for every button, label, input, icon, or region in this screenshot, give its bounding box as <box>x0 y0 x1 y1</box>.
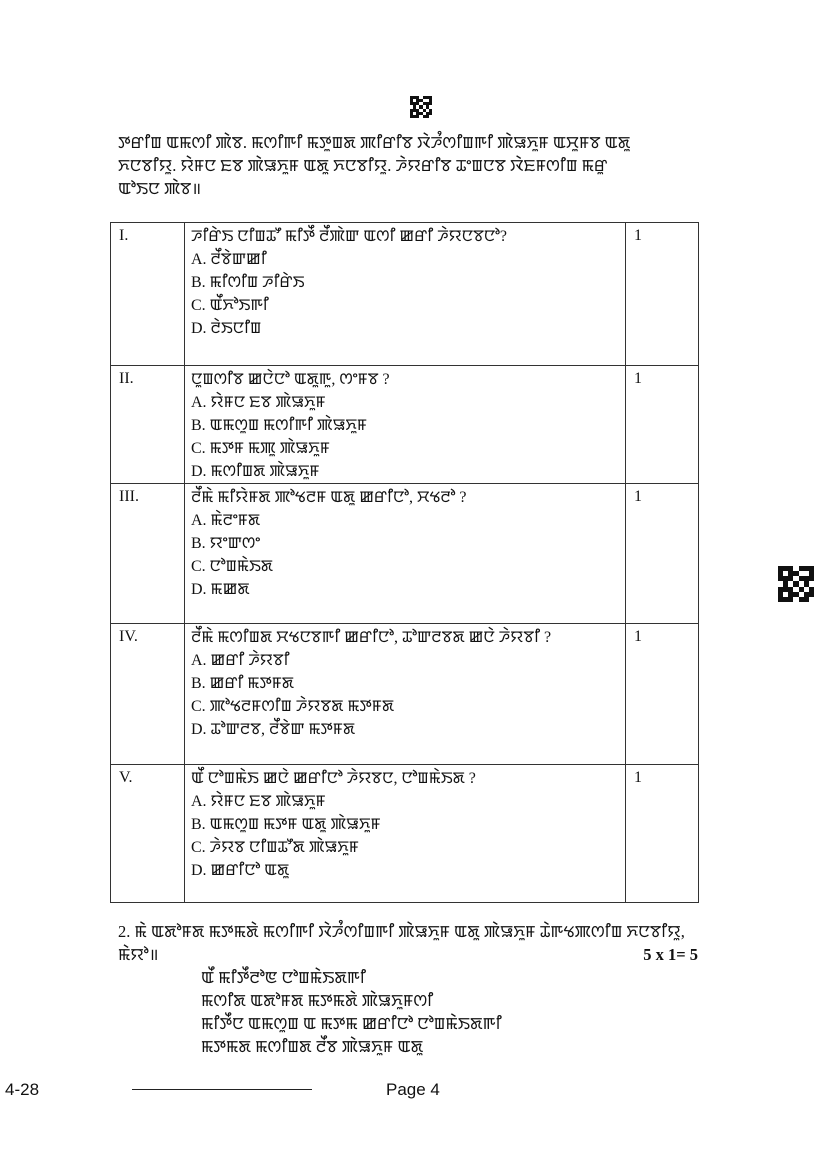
question-number: I. <box>111 223 185 366</box>
question-row <box>111 484 699 624</box>
question-body <box>185 624 626 765</box>
page-number: Page 4 <box>386 1080 440 1099</box>
option-d: D. ꯂꯥꯏꯅꯤꯡ <box>191 320 262 337</box>
option-a: A. ꯂꯩꯕꯥꯛꯀꯤ <box>191 251 267 268</box>
option-c: C. ꯍꯥꯌꯕ ꯅꯤꯡꯊꯧꯗ ꯄꯥꯎꯈꯨꯝ <box>191 839 359 856</box>
poem-line: ꯃꯁꯤꯗ ꯑꯗꯣꯝꯗ ꯃꯇꯃꯗꯥ ꯄꯥꯎꯈꯨꯝꯁꯤ <box>201 991 434 1010</box>
option-a: A. ꯌꯥꯝꯅ ꯐꯕ ꯄꯥꯎꯈꯨꯝ <box>191 793 326 810</box>
question-row <box>111 223 699 366</box>
question-number: III. <box>111 484 185 624</box>
qr-code-side <box>778 566 814 602</box>
question-marks: 1 <box>626 624 699 765</box>
option-c: C. ꯃꯇꯝ ꯃꯄꯨ ꯄꯥꯎꯈꯨꯝ <box>191 440 330 457</box>
question-row <box>111 624 699 765</box>
question-body <box>185 484 626 624</box>
question-body <box>185 765 626 903</box>
poem-line: ꯃꯇꯃꯗ ꯃꯁꯤꯡꯗ ꯂꯩꯕ ꯄꯥꯎꯈꯨꯝ ꯑꯗꯨ <box>201 1037 424 1056</box>
question-table <box>110 222 699 903</box>
question-marks: 1 <box>626 765 699 903</box>
instruction-text <box>118 131 698 200</box>
qr-module <box>809 597 814 602</box>
question-body <box>185 223 626 366</box>
option-b: B. ꯀꯔꯤ ꯃꯇꯝꯗ <box>191 675 294 692</box>
page-code: 4-28 <box>5 1080 40 1099</box>
question-text: ꯍꯤꯔꯥꯏ ꯅꯤꯡꯊꯧ ꯃꯤꯇꯩ ꯂꯩꯄꯥꯛ ꯑꯁꯤ ꯀꯔꯤ ꯍꯥꯌꯅꯕꯅꯣ? <box>191 228 507 245</box>
option-a: A. ꯃꯥꯂꯦꯝꯗ <box>191 512 261 529</box>
qr-code-top <box>410 96 432 118</box>
question-2 <box>118 920 698 966</box>
instruction-line-2: ꯈꯅꯕꯤꯌꯨ. ꯌꯥꯝꯅ ꯐꯕ ꯄꯥꯎꯈꯨꯝ ꯑꯗꯨ ꯈꯅꯕꯤꯌꯨ. ꯍꯥꯌꯔꯤꯕ ꯊꯦꯡꯅꯕ ꯋꯥꯐꯝꯁꯤꯡ ꯃꯔꯨ <box>118 156 608 175</box>
question-row <box>111 765 699 903</box>
poem-line: ꯃꯤꯇꯩꯅ ꯑꯃꯁꯨꯡ ꯑ ꯃꯇꯃ ꯀꯔꯤꯅꯣ ꯅꯣꯡꯃꯥꯏꯗꯒꯤ <box>201 1014 502 1033</box>
option-d: D. ꯃꯁꯤꯡꯗ ꯄꯥꯎꯈꯨꯝ <box>191 463 320 480</box>
option-c: C. ꯄꯣꯠꯂꯝꯁꯤꯡ ꯍꯥꯌꯕꯗ ꯃꯇꯝꯗ <box>191 698 395 715</box>
poem-excerpt <box>201 966 502 1058</box>
option-c: C. ꯅꯣꯡꯃꯥꯏꯗ <box>191 558 273 575</box>
option-c: C. ꯑꯩꯈꯣꯏꯒꯤ <box>191 297 269 314</box>
instruction-line-1: ꯇꯔꯤꯡ ꯑꯃꯁꯤ ꯄꯥꯕ. ꯃꯁꯤꯒꯤ ꯃꯇꯨꯡꯗ ꯄꯤꯔꯤꯕ ꯋꯥꯍꯪꯁꯤꯡꯒꯤ ꯄꯥꯎꯈꯨꯝ ꯑꯆꯨꯝꯕ ꯑꯗꯨ <box>118 133 631 152</box>
poem-line: ꯑꯩ ꯃꯤꯇꯩꯂꯣꯟ ꯅꯣꯡꯃꯥꯏꯗꯒꯤ <box>201 968 366 987</box>
question-text: ꯂꯩꯃꯥ ꯃꯤꯌꯥꯝꯗ ꯄꯣꯠꯂꯝ ꯑꯗꯨ ꯀꯔꯤꯅꯣ, ꯆꯠꯂꯣ ? <box>191 489 467 506</box>
question-text: ꯅꯨꯡꯁꯤꯕ ꯀꯅꯥꯅꯣ ꯑꯗꯨꯒꯨ, ꯁꯦꯝꯕ ? <box>191 371 390 388</box>
option-b: B. ꯌꯦꯛꯁꯦ <box>191 535 261 552</box>
question-number: IV. <box>111 624 185 765</box>
question-text: ꯑꯩ ꯅꯣꯡꯃꯥꯏ ꯀꯅꯥ ꯀꯔꯤꯅꯣ ꯍꯥꯌꯕꯅ, ꯅꯣꯡꯃꯥꯏꯗ ? <box>191 770 476 787</box>
question-row <box>111 366 699 484</box>
option-a: A. ꯀꯔꯤ ꯍꯥꯌꯕꯤ <box>191 652 290 669</box>
question-body <box>185 366 626 484</box>
instruction-line-3: ꯑꯣꯏꯅ ꯄꯥꯕ॥ <box>118 179 202 198</box>
option-d: D. ꯊꯣꯛꯂꯕ, ꯂꯩꯕꯥꯛ ꯃꯇꯝꯗ <box>191 721 356 738</box>
option-b: B. ꯑꯃꯁꯨꯡ ꯃꯁꯤꯒꯤ ꯄꯥꯎꯈꯨꯝ <box>191 417 367 434</box>
question-2-text: 2. ꯃꯥ ꯑꯗꯣꯝꯗ ꯃꯇꯃꯗꯥ ꯃꯁꯤꯒꯤ ꯋꯥꯍꯪꯁꯤꯡꯒꯤ ꯄꯥꯎꯈꯨꯝ ꯑꯗꯨ ꯄꯥꯎꯈꯨꯝ ꯊꯥꯒꯠꯄꯁꯤꯡ ꯈꯅꯕꯤꯌꯨ, <box>118 922 685 941</box>
option-b: B. ꯑꯃꯁꯨꯡ ꯃꯇꯝ ꯑꯗꯨ ꯄꯥꯎꯈꯨꯝ <box>191 816 381 833</box>
option-b: B. ꯃꯤꯁꯤꯡ ꯍꯤꯔꯥꯏ <box>191 274 305 291</box>
question-marks: 1 <box>626 366 699 484</box>
question-marks: 1 <box>626 484 699 624</box>
footer-rule <box>132 1089 312 1090</box>
option-d: D. ꯃꯀꯗ <box>191 581 250 598</box>
question-number: V. <box>111 765 185 903</box>
question-2-text-cont: ꯃꯥꯌꯣ॥ <box>118 945 159 964</box>
question-text: ꯂꯩꯃꯥ ꯃꯁꯤꯡꯗ ꯆꯠꯅꯕꯒꯤ ꯀꯔꯤꯅꯣ, ꯊꯣꯛꯂꯕꯗ ꯀꯅꯥ ꯍꯥꯌꯕꯤ ? <box>191 629 552 646</box>
option-d: D. ꯀꯔꯤꯅꯣ ꯑꯗꯨ <box>191 862 290 879</box>
option-a: A. ꯌꯥꯝꯅ ꯐꯕ ꯄꯥꯎꯈꯨꯝ <box>191 394 326 411</box>
question-number: II. <box>111 366 185 484</box>
qr-module <box>429 115 432 118</box>
question-marks: 1 <box>626 223 699 366</box>
question-2-marks: 5 x 1= 5 <box>643 945 698 964</box>
